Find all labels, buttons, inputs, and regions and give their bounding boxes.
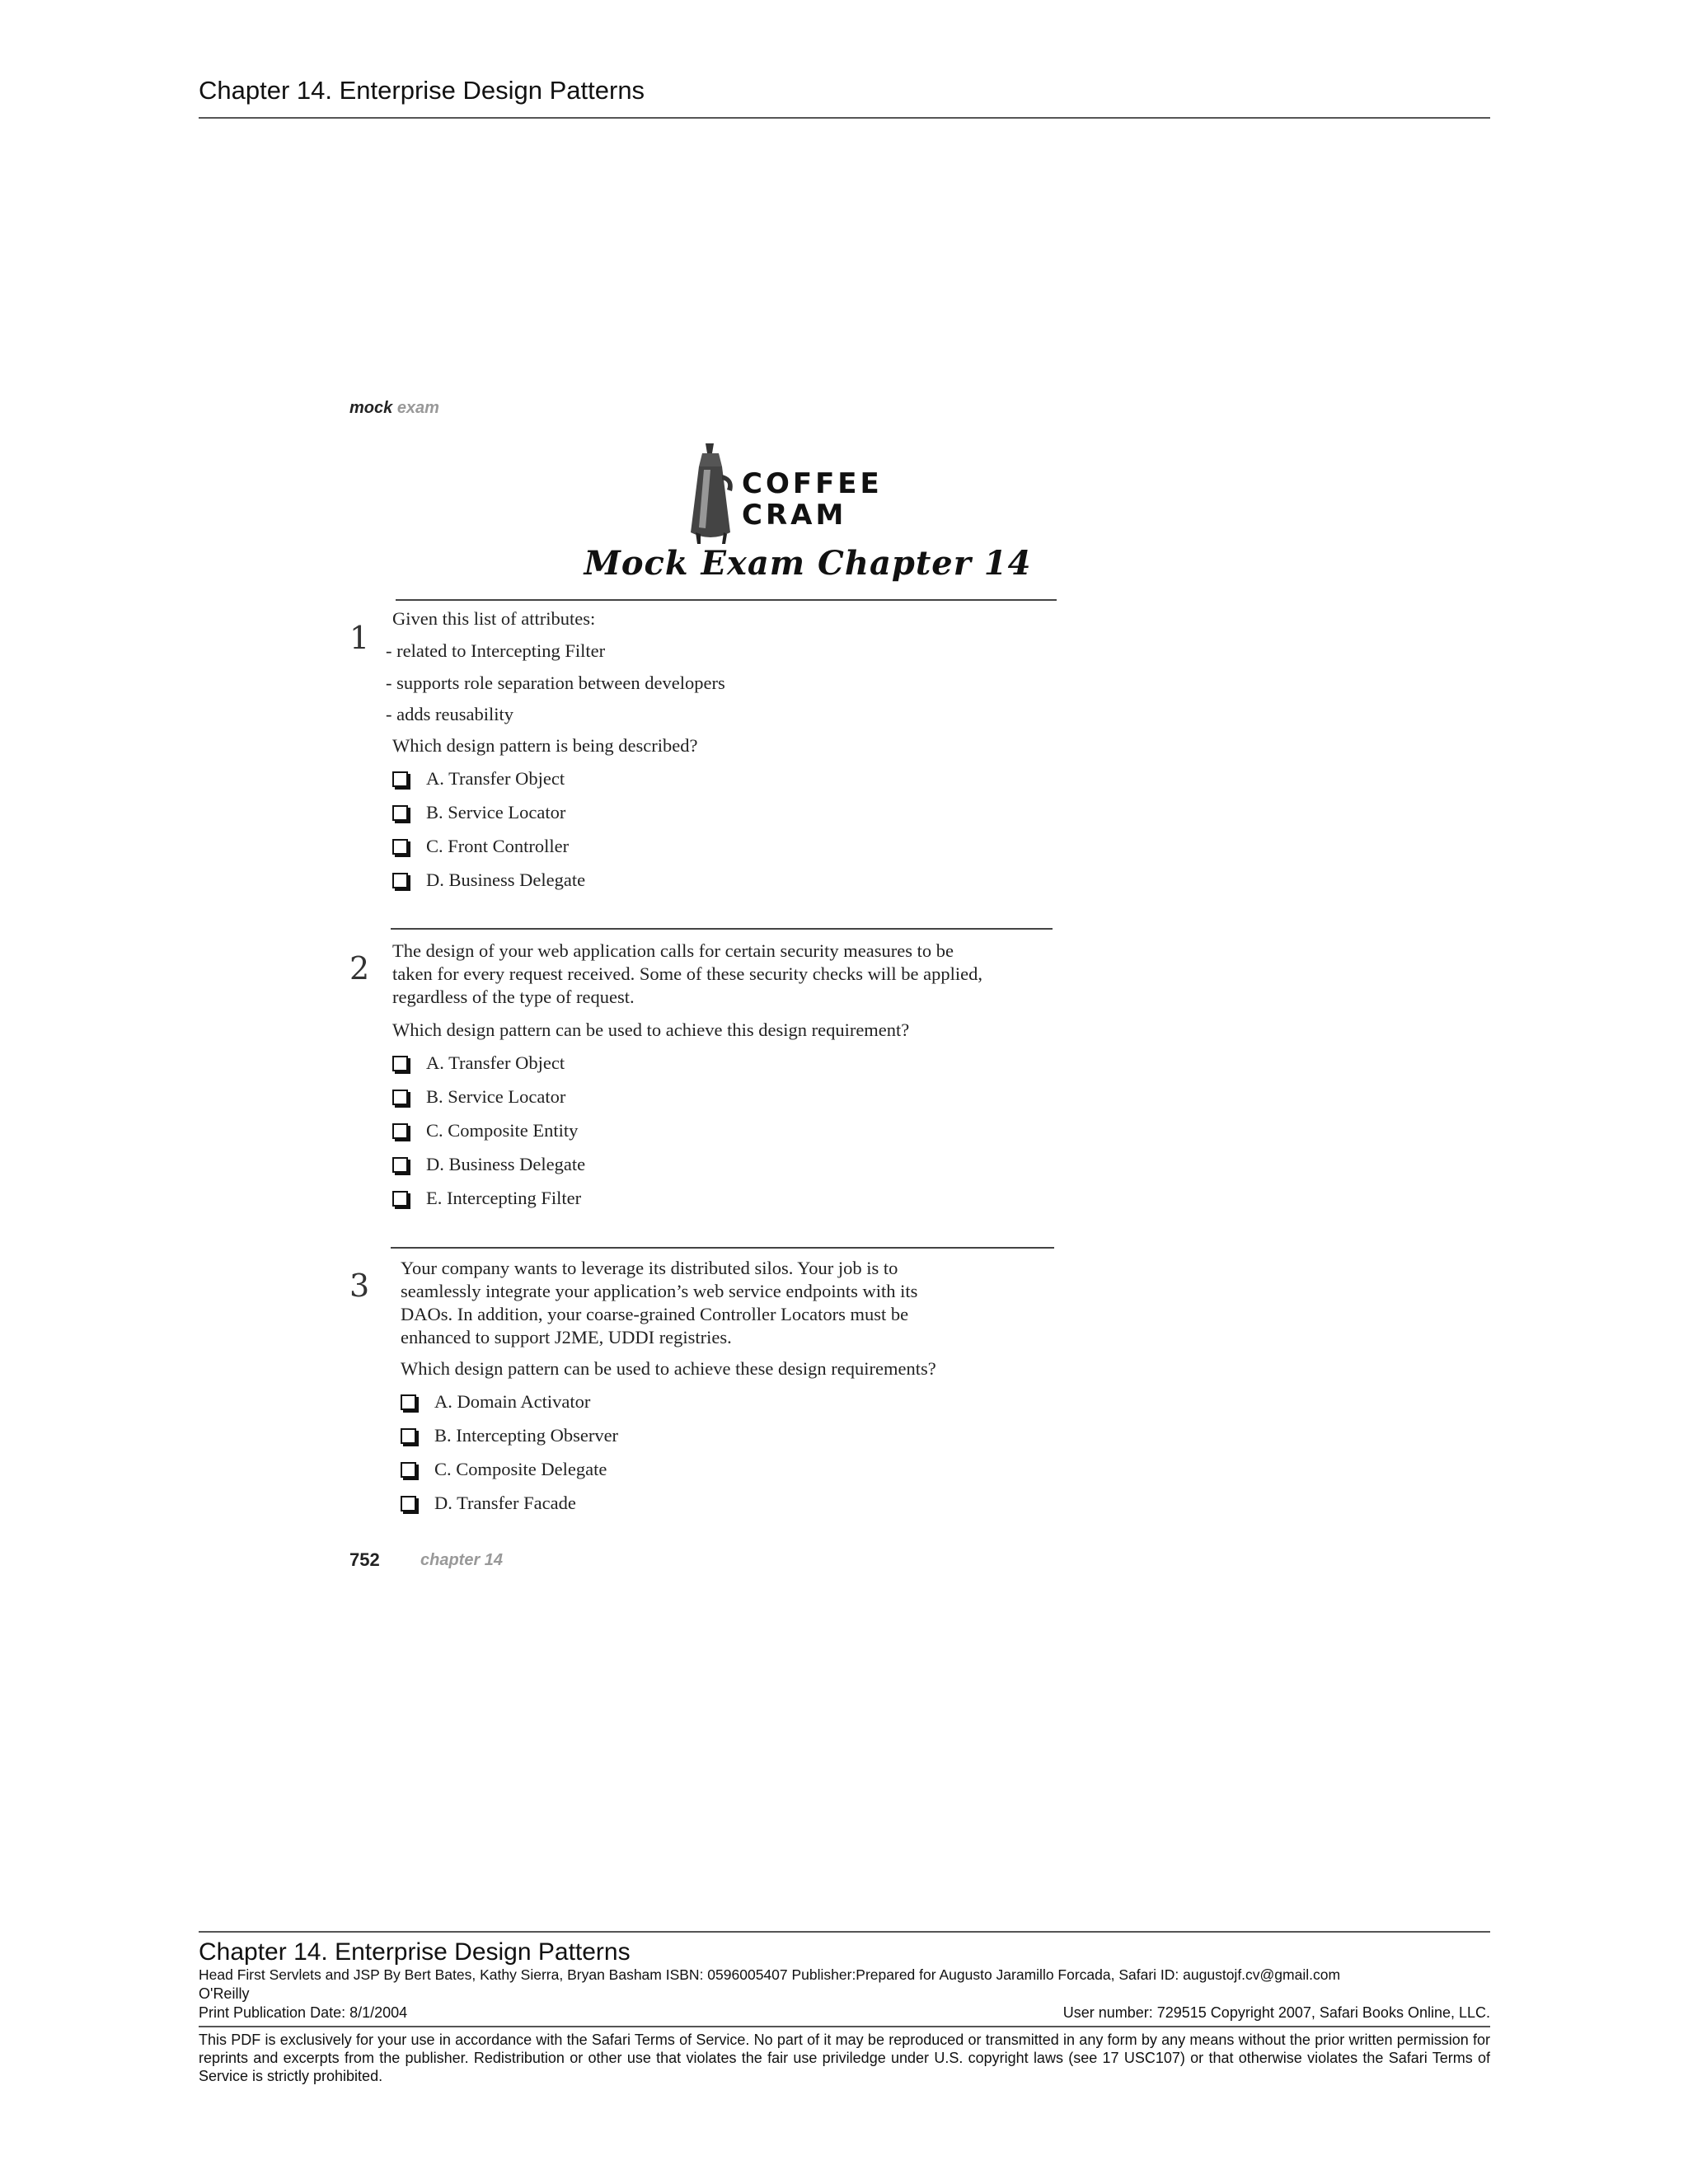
checkbox-icon[interactable] <box>401 1462 416 1478</box>
running-head <box>349 399 439 418</box>
page-header-title: Chapter 14. Enterprise Design Patterns <box>199 76 645 105</box>
question-1-option-d[interactable]: D. Business Delegate <box>392 869 585 891</box>
checkbox-icon[interactable] <box>401 1394 416 1410</box>
question-2-option-b[interactable]: B. Service Locator <box>392 1086 565 1108</box>
logo-line2: CRAM <box>742 499 847 532</box>
logo-line1: COFFEE <box>742 467 883 500</box>
question-3-option-a[interactable]: A. Domain Activator <box>401 1391 590 1413</box>
checkbox-icon[interactable] <box>392 1056 408 1071</box>
footer-notice: This PDF is exclusively for your use in accordance with the Safari Terms of Service. No part of it may be reproduced or transmitted in any form by any means without the prior written permission for reprints and excerpts from the publisher. Redistribution or other use that violates the fair use priviledge under U.S. copyright laws (see 17 USC107) or that otherwise violates the Safari Terms of Service is strictly prohibited. <box>199 2032 1490 2084</box>
footer-title: Chapter 14. Enterprise Design Patterns <box>199 1938 631 1966</box>
question-3-line: seamlessly integrate your application’s web service endpoints with its <box>401 1281 918 1301</box>
question-3-prompt: Which design pattern can be used to achieve these design requirements? <box>401 1358 936 1379</box>
question-2-line: taken for every request received. Some of these security checks will be applied, <box>392 963 982 984</box>
coffee-cram-logo <box>681 442 961 549</box>
question-2-number: 2 <box>349 950 370 987</box>
page-number: 752 <box>349 1549 380 1570</box>
question-2-prompt: Which design pattern can be used to achieve this design requirement? <box>392 1019 910 1040</box>
checkbox-icon[interactable] <box>401 1428 416 1444</box>
footer-pub-date: Print Publication Date: 8/1/2004 <box>199 2004 408 2021</box>
running-head-mock: mock <box>349 399 393 417</box>
question-2-rule <box>391 928 1053 930</box>
question-2-option-e[interactable]: E. Intercepting Filter <box>392 1188 581 1209</box>
question-3-line: enhanced to support J2ME, UDDI registries. <box>401 1327 732 1347</box>
footer-publisher: O'Reilly <box>199 1985 250 2002</box>
question-3-option-b[interactable]: B. Intercepting Observer <box>401 1425 618 1446</box>
question-1-rule <box>396 599 1057 601</box>
question-2-option-d[interactable]: D. Business Delegate <box>392 1154 585 1175</box>
question-2-line: The design of your web application calls for certain security measures to be <box>392 940 954 961</box>
footer-bottom-rule <box>199 2026 1490 2027</box>
question-3-number: 3 <box>349 1268 370 1304</box>
checkbox-icon[interactable] <box>392 1090 408 1105</box>
page-header <box>199 76 1490 119</box>
question-1-number: 1 <box>349 620 370 656</box>
question-1-option-a[interactable]: A. Transfer Object <box>392 768 565 790</box>
question-1-option-c[interactable]: C. Front Controller <box>392 836 569 857</box>
question-1-option-b[interactable]: B. Service Locator <box>392 802 565 823</box>
question-1-prompt: Which design pattern is being described? <box>392 735 698 756</box>
coffee-pot-icon <box>691 443 733 544</box>
checkbox-icon[interactable] <box>392 839 408 855</box>
question-3-option-c[interactable]: C. Composite Delegate <box>401 1459 607 1480</box>
footer-top-rule <box>199 1931 1490 1933</box>
checkbox-icon[interactable] <box>401 1496 416 1511</box>
checkbox-icon[interactable] <box>392 873 408 888</box>
footer-book-line: Head First Servlets and JSP By Bert Bates, Kathy Sierra, Bryan Basham ISBN: 0596005407 Publisher:Prepared for Augusto Jaramillo Forcada, Safari ID: augustojf.cv@gmail.com <box>199 1966 1341 1983</box>
question-2-line: regardless of the type of request. <box>392 987 635 1007</box>
checkbox-icon[interactable] <box>392 771 408 787</box>
checkbox-icon[interactable] <box>392 805 408 821</box>
question-1-line: - supports role separation between developers <box>386 673 725 693</box>
footer-user-line: User number: 729515 Copyright 2007, Safari Books Online, LLC. <box>1062 2004 1490 2021</box>
question-3-line: DAOs. In addition, your coarse-grained Controller Locators must be <box>401 1304 909 1324</box>
checkbox-icon[interactable] <box>392 1157 408 1173</box>
question-3-option-d[interactable]: D. Transfer Facade <box>401 1493 576 1514</box>
question-1-line: - adds reusability <box>386 704 513 724</box>
question-1-line: Given this list of attributes: <box>392 608 596 629</box>
question-1-line: - related to Intercepting Filter <box>386 640 606 661</box>
question-3-rule <box>391 1247 1054 1249</box>
question-2-option-a[interactable]: A. Transfer Object <box>392 1052 565 1074</box>
checkbox-icon[interactable] <box>392 1123 408 1139</box>
mock-exam-title: Mock Exam Chapter 14 <box>584 544 1032 583</box>
checkbox-icon[interactable] <box>392 1191 408 1207</box>
folio-chapter: chapter 14 <box>420 1551 504 1569</box>
question-2-option-c[interactable]: C. Composite Entity <box>392 1120 578 1141</box>
question-3-line: Your company wants to leverage its distributed silos. Your job is to <box>401 1258 898 1278</box>
running-head-exam: exam <box>396 399 439 417</box>
